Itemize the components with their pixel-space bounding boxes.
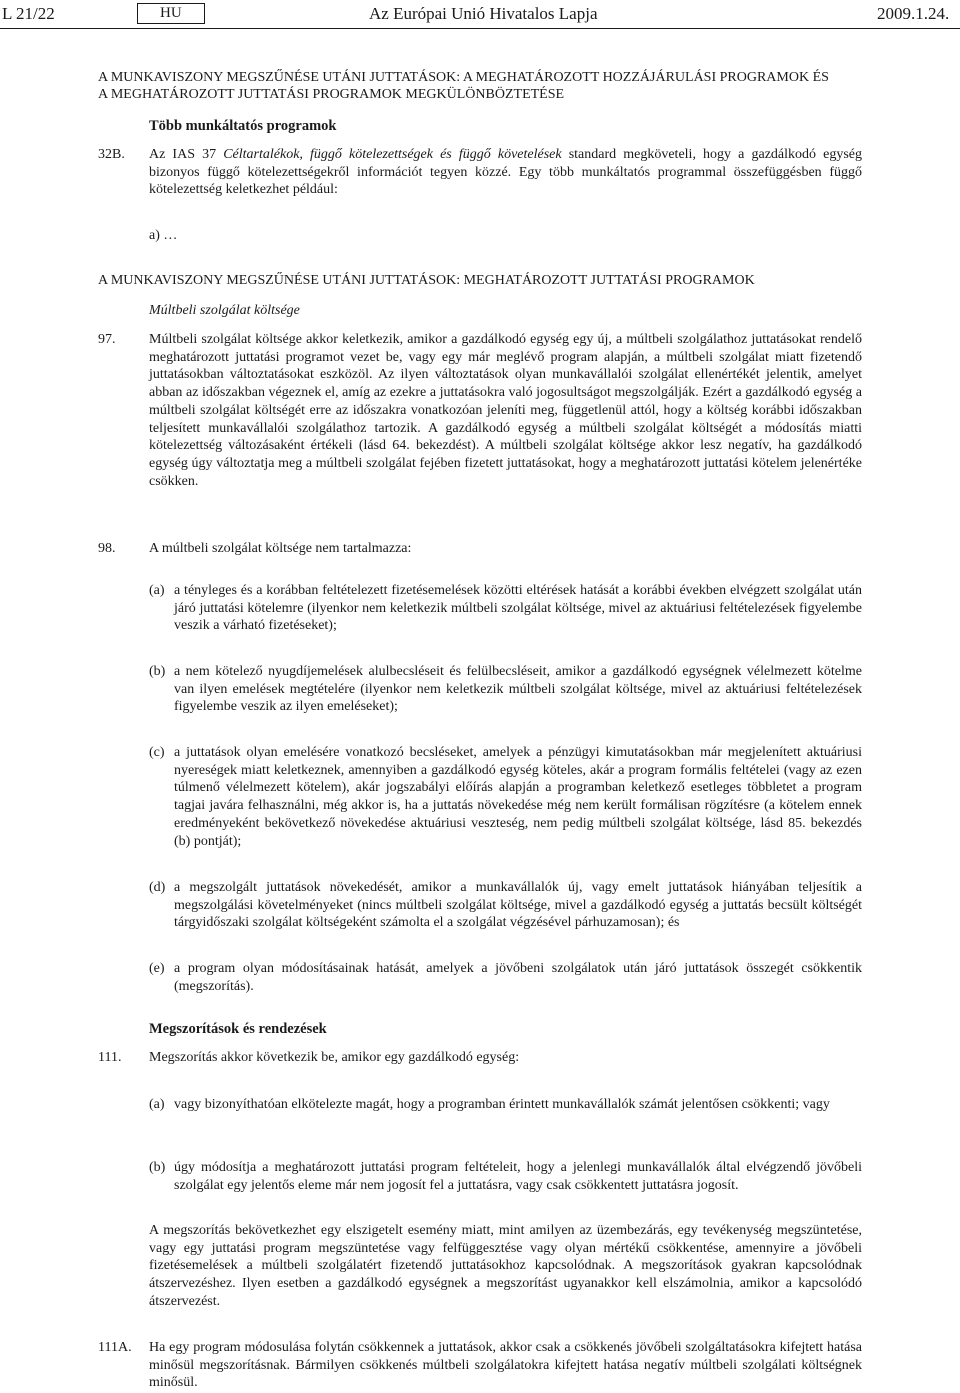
paragraph-number-97: 97. [98, 332, 116, 347]
paragraph-111-closing: A megszorítás bekövetkezhet egy elszigetelt esemény miatt, mint amilyen az üzembezárás, egy tevékenység megszüntetése, vagy egy juttatási program megszüntetése vagy felfüggesztése vagy olyan mértékű csökkentése, amennyire a jövőbeli fizetésemelések a múltbeli szolgálatért fizetendő juttatásokhoz kapcsolódnak. A megszorítások gyakran kapcsolódnak átszervezéshez. Ilyen esetben a gazdálkodó egységnek a megszorítást ugyanakkor kell elszámolnia, amikor a kapcsolódó átszervezést. [149, 1223, 862, 1309]
ias37-title: Céltartalékok, függő kötelezettségek és függő követelések [223, 147, 562, 162]
page-header [0, 2, 960, 26]
list-item: a megszolgált juttatások növekedését, amikor a munkavállalók új, vagy emelt juttatások hiányában teljesítik a megszolgálási követelményeket (nincs múltbeli szolgálat költsége, mivel a gazdálkodó egység a juttatás becsült költségét tárgyidőszaki szolgálat költségeként számolta el a szolgálat végzésével párhuzamosan); és [174, 880, 862, 931]
list-item-label: (d) [149, 880, 166, 895]
section-title-1-line-2: A MEGHATÁROZOTT JUTTATÁSI PROGRAMOK MEGKÜLÖNBÖZTETÉSE [98, 87, 565, 102]
list-item-label: (a) [149, 583, 165, 598]
list-item: vagy bizonyíthatóan elkötelezte magát, hogy a programban érintett munkavállalók számát jelentősen csökkenti; vagy [174, 1097, 830, 1112]
paragraph-number-111: 111. [98, 1050, 122, 1065]
subheading-curtailments: Megszorítások és rendezések [149, 1021, 327, 1037]
journal-title: Az Európai Unió Hivatalos Lapja [369, 4, 598, 23]
paragraph-32b: Az IAS 37 Céltartalékok, függő kötelezettségek és függő követelések standard megköveteli, hogy a gazdálkodó egység bizonyos függő kötelezettségekről információt tegyen közzé. Egy több munkáltatós programmal összefüggésben függő kötelezettség keletkezhet például: [149, 147, 862, 198]
page-reference: L 21/22 [2, 4, 55, 23]
paragraph-number-98: 98. [98, 541, 116, 556]
paragraph-111: Megszorítás akkor következik be, amikor egy gazdálkodó egység: [149, 1050, 520, 1065]
list-item: úgy módosítja a meghatározott juttatási program feltételeit, hogy a jelenlegi munkavállalók által elvégzendő jövőbeli szolgálat egy jelentős eleme már nem jogosít fel a juttatásra, vagy csak csökkentett juttatásra jogosít. [174, 1160, 862, 1193]
paragraph-98: A múltbeli szolgálat költsége nem tartalmazza: [149, 541, 412, 556]
paragraph-number-32b: 32B. [98, 147, 125, 162]
list-item-label: (b) [149, 664, 166, 679]
list-item-label: (c) [149, 745, 165, 760]
publication-date: 2009.1.24. [877, 4, 950, 23]
section-title-1 [98, 69, 948, 103]
language-code-box: HU [137, 3, 205, 24]
subheading-past-service-cost: Múltbeli szolgálat költsége [149, 303, 300, 318]
paragraph-111a: Ha egy program módosulása folytán csökkennek a juttatások, akkor csak a csökkenés jövőbeli szolgáltatásokra kifejtett hatása minősül megszorításnak. Bármilyen csökkenés múltbeli szolgálatokra kifejtett hatása negatív múltbeli szolgálati költségnek minősül. [149, 1340, 862, 1391]
paragraph-32b-item-a: a) … [149, 228, 178, 243]
paragraph-number-111a: 111A. [98, 1340, 132, 1355]
section-title-2: A MUNKAVISZONY MEGSZŰNÉSE UTÁNI JUTTATÁSOK: MEGHATÁROZOTT JUTTATÁSI PROGRAMOK [98, 273, 755, 288]
header-rule [0, 28, 960, 29]
list-item-label: (b) [149, 1160, 166, 1175]
list-item: a juttatások olyan emelésére vonatkozó becsléseket, amelyek a pénzügyi kimutatásokban már megjelenített aktuáriusi nyereségek miatt keletkeznek, amennyiben a gazdálkodó egység köteles, akár a program formális feltételei (vagy az ezen túlmenő vélelmezett kötelem), akár jogszabályi előírás alapján a programban keletkező esetleges többletet a program tagjai javára felhasználni, még akkor is, ha a juttatás növekedése még nem került formálisan rögzítésre (a kötelem ennek eredményeként bekövetkező növekedése aktuáriusi veszteség, nem pedig múltbeli szolgálat költsége, lásd 85. bekezdés (b) pontját); [174, 745, 862, 849]
subheading-multi-employer: Több munkáltatós programok [149, 118, 337, 134]
list-item-label: (a) [149, 1097, 165, 1112]
paragraph-97: Múltbeli szolgálat költsége akkor keletkezik, amikor a gazdálkodó egység egy új, a múltbeli szolgálathoz juttatásokat rendelő meghatározott juttatási programot vezet be, vagy egy már meglévő program alapján, a múltbeli szolgálat miatt fizetendő juttatásokban változtatásokat eszközöl. Az ilyen változtatások olyan munkavállalói szolgálat ellenértékét jelentik, amelyet abban az időszakban végeznek el, amíg az ezekre a juttatásokra való jogosultságot megszolgálják. Ezért a gazdálkodó egység a múltbeli szolgálat költségét erre az időszakra vonatkozóan jeleníti meg, függetlenül attól, hogy a költség korábbi időszakban teljesített munkavállalói szolgálathoz tartozik. A gazdálkodó egység a múltbeli szolgálat költségét a módosítás miatti kötelezettség változásaként értékeli (lásd 64. bekezdést). A múltbeli szolgálat költsége akkor lesz negatív, ha gazdálkodó egység úgy változtatja meg a múltbeli szolgálat fejében fizetett juttatásokat, hogy a meghatározott juttatási kötelem jelenértéke csökken. [149, 332, 862, 489]
list-item: a tényleges és a korábban feltételezett fizetésemelések közötti eltérések hatását a korábbi években elvégzett szolgálat után járó juttatási kötelemre (ilyenkor nem keletkezik múltbeli szolgálat költsége, mivel az aktuáriusi feltételezések figyelembe veszik a várható fizetéseket); [174, 583, 862, 634]
list-item-label: (e) [149, 961, 165, 976]
list-item: a nem kötelező nyugdíjemelések alulbecsléseit és felülbecsléseit, amikor a gazdálkodó egységnek vélelmezett kötelme van ilyen emelések megtételére (ilyenkor nem keletkezik múltbeli szolgálat költsége, mivel az aktuáriusi feltételezések figyelembe veszik az ilyen emeléseket); [174, 664, 862, 715]
list-item: a program olyan módosításainak hatását, amelyek a jövőbeni szolgálatok után járó juttatások összegét csökkentik (megszorítás). [174, 961, 862, 994]
section-title-1-line-1: A MUNKAVISZONY MEGSZŰNÉSE UTÁNI JUTTATÁSOK: A MEGHATÁROZOTT HOZZÁJÁRULÁSI PROGRAMOK ÉS [98, 70, 829, 85]
